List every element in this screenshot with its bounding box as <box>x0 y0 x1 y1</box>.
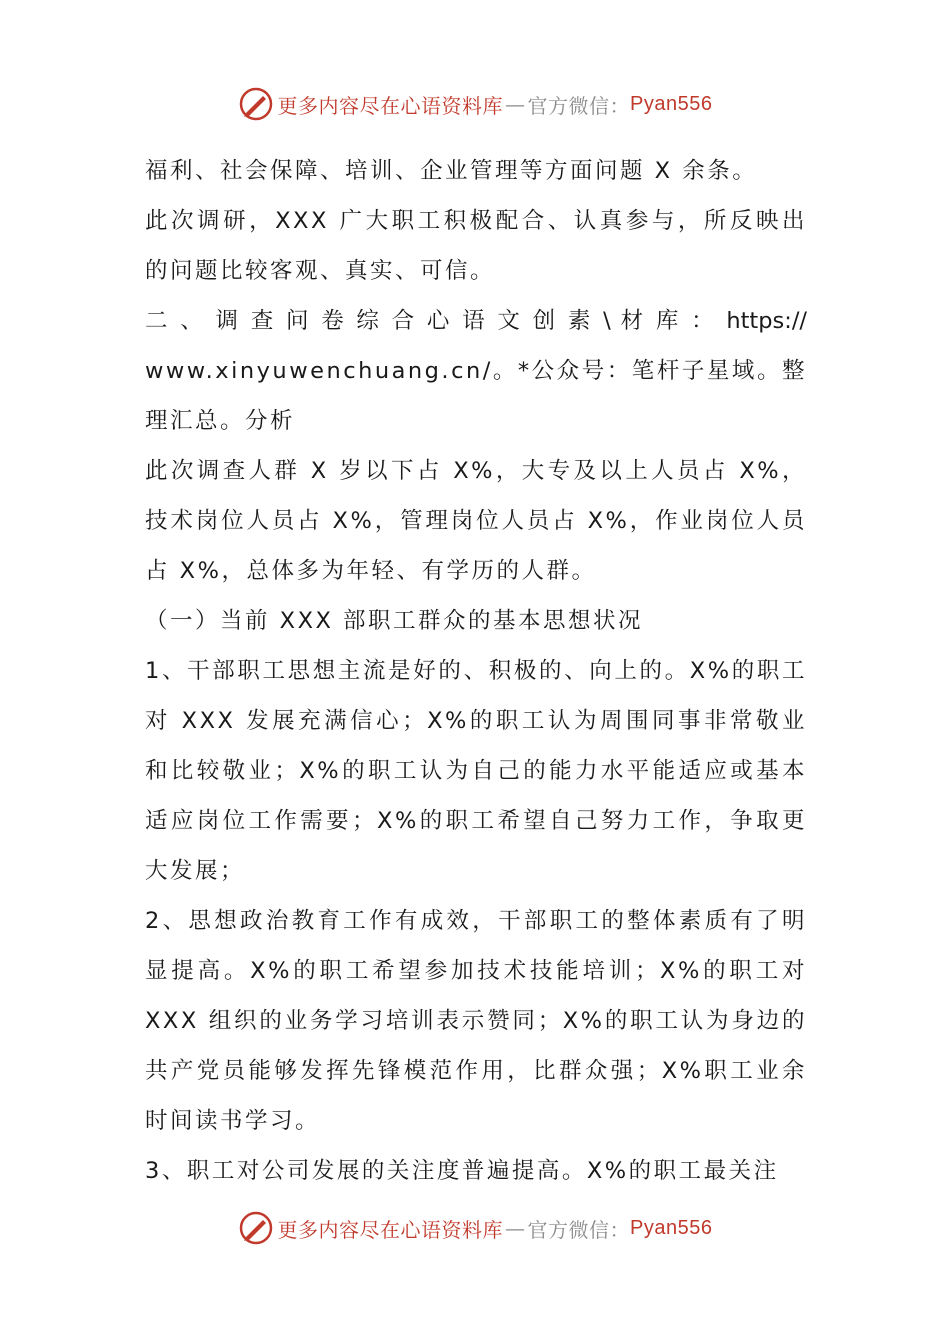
pen-logo-icon <box>238 86 274 122</box>
watermark-wechat-id: Pyan556 <box>630 92 713 115</box>
section-heading-line: 二 、 调 查 问 卷 综 合 心 语 文 创 素 \ 材 库 ： https:// <box>145 308 807 334</box>
section-heading-continuation: www.xinyuwenchuang.cn/。*公众号：笔杆子星域。整理汇总。分析 <box>145 358 807 434</box>
list-item: 3、职工对公司发展的关注度普遍提高。X%的职工最关注 <box>145 1158 779 1184</box>
paragraph: 福利、社会保障、培训、企业管理等方面问题 X 余条。 <box>145 158 758 184</box>
watermark-header <box>0 84 950 124</box>
paragraph: 此次调研，XXX 广大职工积极配合、认真参与，所反映出的问题比较客观、真实、可信。 <box>145 208 807 284</box>
watermark-dash: — <box>505 92 526 116</box>
watermark-dash: — <box>505 1216 526 1240</box>
list-item: 2、思想政治教育工作有成效，干部职工的整体素质有了明显提高。X%的职工希望参加技术技能培训；X%的职工对 XXX 组织的业务学习培训表示赞同；X%的职工认为身边的共产党员能够发挥先锋模范作用，比群众强；X%职工业余时间读书学习。 <box>145 908 807 1134</box>
watermark-wechat-id: Pyan556 <box>630 1216 713 1239</box>
document-body <box>145 146 807 1196</box>
watermark-footer <box>0 1208 950 1248</box>
watermark-official: 官方微信： <box>527 1217 631 1242</box>
paragraph: 此次调查人群 X 岁以下占 X%，大专及以上人员占 X%，技术岗位人员占 X%，管理岗位人员占 X%，作业岗位人员占 X%，总体多为年轻、有学历的人群。 <box>145 458 807 584</box>
pen-logo-icon <box>238 1210 274 1246</box>
watermark-brand: 更多内容尽在心语资料库 <box>277 1217 504 1242</box>
watermark-brand: 更多内容尽在心语资料库 <box>277 93 504 118</box>
list-item: 1、干部职工思想主流是好的、积极的、向上的。X%的职工对 XXX 发展充满信心；X%的职工认为周围同事非常敬业和比较敬业；X%的职工认为自己的能力水平能适应或基本适应岗位工作需要；X%的职工希望自己努力工作，争取更大发展； <box>145 658 807 884</box>
subsection-heading: （一）当前 XXX 部职工群众的基本思想状况 <box>145 608 644 634</box>
watermark-official: 官方微信： <box>527 93 631 118</box>
